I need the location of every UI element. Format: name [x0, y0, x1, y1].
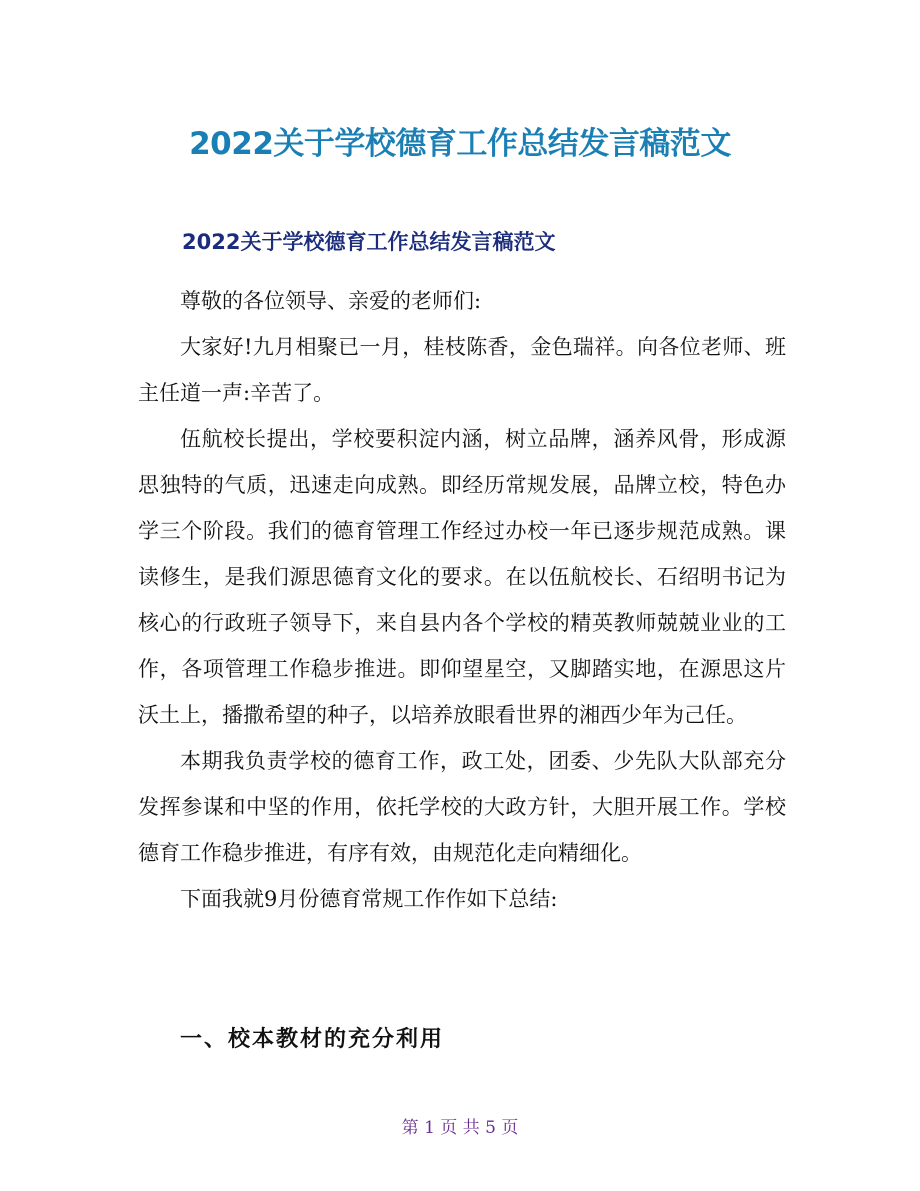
paragraph: 本期我负责学校的德育工作，政工处，团委、少先队大队部充分发挥参谋和中坚的作用，依托学校的大政方针，大胆开展工作。学校德育工作稳步推进，有序有效，由规范化走向精细化。 — [138, 749, 786, 865]
page-footer: 第 1 页 共 5 页 — [401, 1118, 519, 1138]
document-subtitle: 2022关于学校德育工作总结发言稿范文 — [182, 230, 556, 254]
paragraph: 大家好!九月相聚已一月，桂枝陈香，金色瑞祥。向各位老师、班主任道一声:辛苦了。 — [138, 335, 786, 405]
document-title: 2022关于学校德育工作总结发言稿范文 — [189, 126, 731, 162]
paragraph: 下面我就9月份德育常规工作作如下总结: — [180, 887, 558, 911]
document-body — [138, 278, 786, 922]
section-heading: 一、校本教材的充分利用 — [180, 1026, 445, 1052]
paragraph: 伍航校长提出，学校要积淀内涵，树立品牌，涵养风骨，形成源思独特的气质，迅速走向成熟。即经历常规发展，品牌立校，特色办学三个阶段。我们的德育管理工作经过办校一年已逐步规范成熟。课读修生，是我们源思德育文化的要求。在以伍航校长、石绍明书记为核心的行政班子领导下，来自县内各个学校的精英教师兢兢业业的工作，各项管理工作稳步推进。即仰望星空，又脚踏实地，在源思这片沃土上，播撒希望的种子，以培养放眼看世界的湘西少年为己任。 — [138, 427, 786, 727]
paragraph: 尊敬的各位领导、亲爱的老师们: — [180, 289, 482, 313]
